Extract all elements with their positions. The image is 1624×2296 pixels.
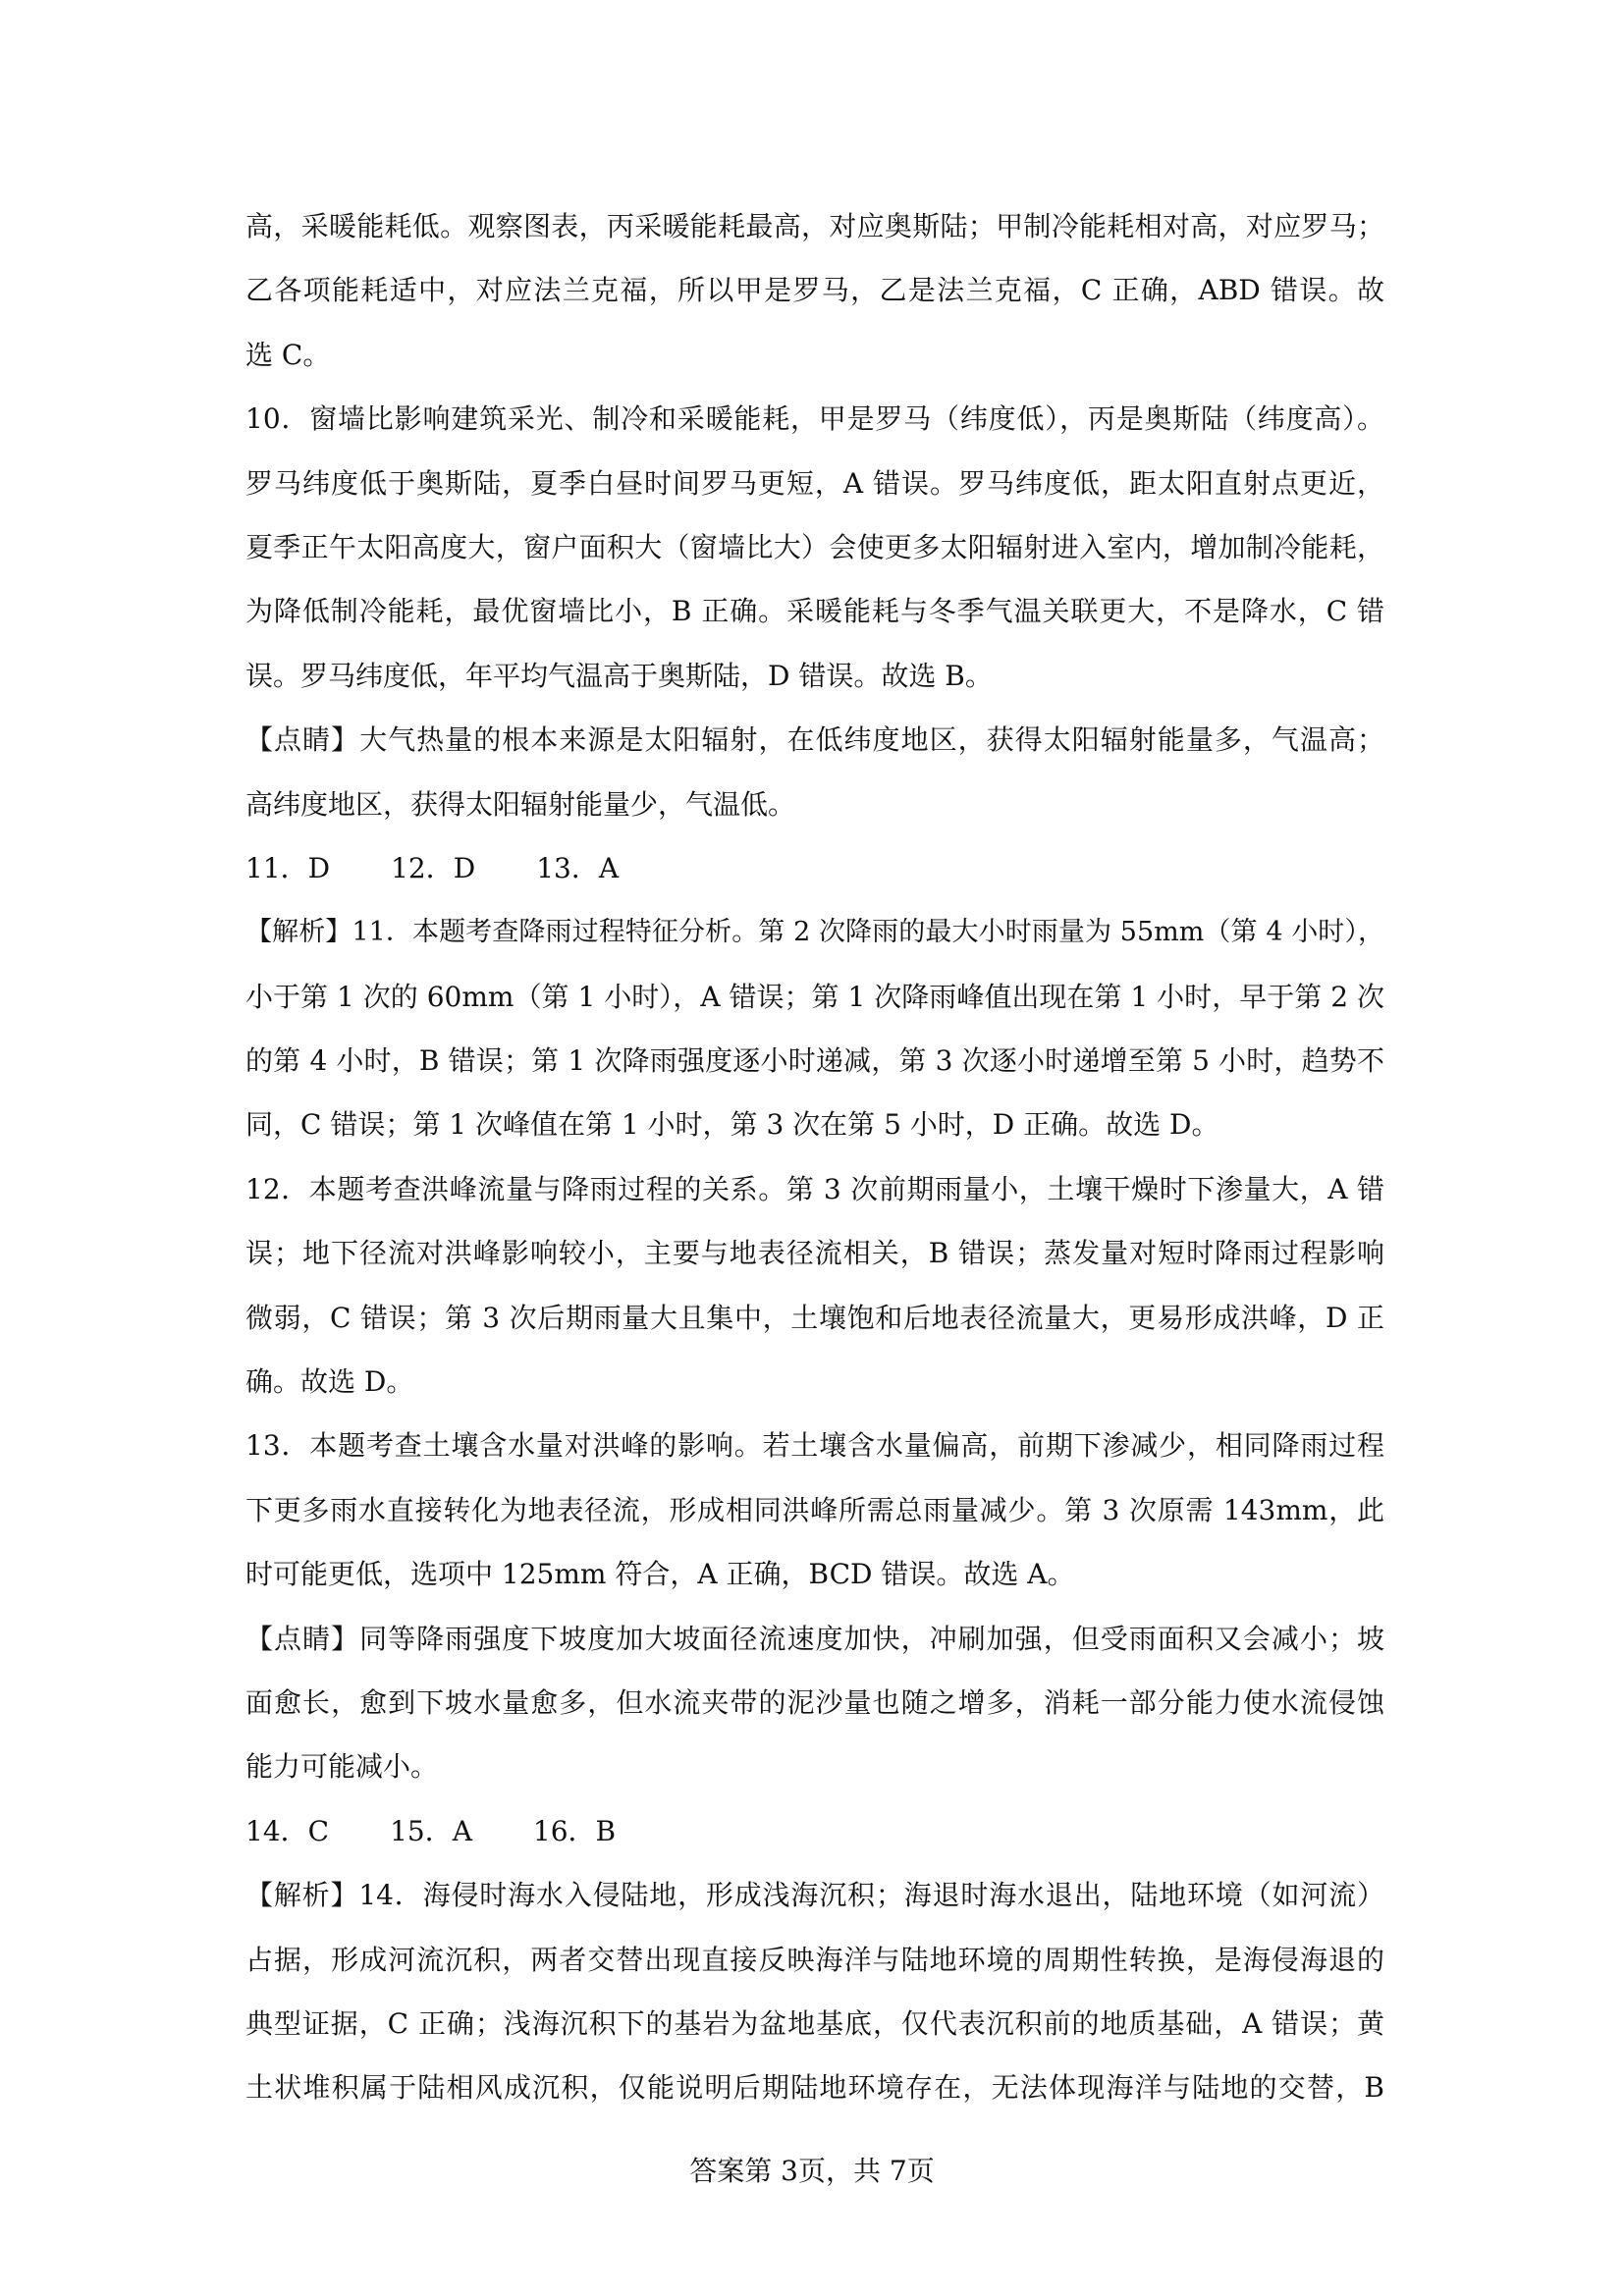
paragraph-line: 面愈长，愈到下坡水量愈多，但水流夹带的泥沙量也随之增多，消耗一部分能力使水流侵蚀 <box>245 1685 1384 1719</box>
answer-12: 12．D <box>391 851 476 884</box>
answer-14: 14．C <box>245 1814 330 1847</box>
paragraph-line: 土状堆积属于陆相风成沉积，仅能说明后期陆地环境存在，无法体现海洋与陆地的交替，B <box>245 2071 1384 2105</box>
paragraph-line: 12．本题考查洪峰流量与降雨过程的关系。第 3 次前期雨量小，土壤干燥时下渗量大，A 错 <box>245 1172 1384 1205</box>
paragraph-line: 【点睛】同等降雨强度下坡度加大坡面径流速度加快，冲刷加强，但受雨面积又会减小；坡 <box>245 1622 1384 1655</box>
answer-13: 13．A <box>536 851 620 884</box>
paragraph-line: 下更多雨水直接转化为地表径流，形成相同洪峰所需总雨量减少。第 3 次原需 143mm，此 <box>245 1493 1384 1526</box>
paragraph-line: 【解析】11．本题考查降雨过程特征分析。第 2 次降雨的最大小时雨量为 55mm（第 4 小时）， <box>245 917 1384 948</box>
paragraph-line: 罗马纬度低于奥斯陆，夏季白昼时间罗马更短，A 错误。罗马纬度低，距太阳直射点更近， <box>245 466 1384 500</box>
paragraph-line: 高纬度地区，获得太阳辐射能量少，气温低。 <box>245 787 796 821</box>
answer-11: 11．D <box>245 851 331 884</box>
paragraph-line: 同，C 错误；第 1 次峰值在第 1 小时，第 3 次在第 5 小时，D 正确。故选 D。 <box>245 1108 1219 1142</box>
paragraph-line: 误。罗马纬度低，年平均气温高于奥斯陆，D 错误。故选 B。 <box>245 659 993 692</box>
answer-row <box>245 1799 1384 1863</box>
paragraph-line: 占据，形成河流沉积，两者交替出现直接反映海洋与陆地环境的周期性转换，是海侵海退的 <box>245 1943 1384 1976</box>
paragraph-line: 夏季正午太阳高度大，窗户面积大（窗墙比大）会使更多太阳辐射进入室内，增加制冷能耗， <box>245 530 1384 563</box>
paragraph-line: 典型证据，C 正确；浅海沉积下的基岩为盆地基底，仅代表沉积前的地质基础，A 错误；黄 <box>245 2006 1384 2040</box>
paragraph-line: 能力可能减小。 <box>245 1750 439 1784</box>
answer-row <box>245 836 1384 900</box>
paragraph-line: 13．本题考查土壤含水量对洪峰的影响。若土壤含水量偏高，前期下渗减少，相同降雨过程 <box>245 1429 1384 1463</box>
page-footer: 答案第 3页，共 7页 <box>689 2155 935 2187</box>
paragraph-line: 确。故选 D。 <box>245 1365 414 1399</box>
paragraph-line: 误；地下径流对洪峰影响较小，主要与地表径流相关，B 错误；蒸发量对短时降雨过程影响 <box>245 1237 1384 1270</box>
answer-16: 16．B <box>532 1814 617 1847</box>
paragraph-line: 选 C。 <box>245 338 331 371</box>
answer-15: 15．A <box>390 1814 472 1847</box>
paragraph-line: 时可能更低，选项中 125mm 符合，A 正确，BCD 错误。故选 A。 <box>245 1558 1075 1591</box>
document-body <box>245 194 1384 2120</box>
paragraph-line: 【点睛】大气热量的根本来源是太阳辐射，在低纬度地区，获得太阳辐射能量多，气温高； <box>245 723 1384 757</box>
paragraph-line: 微弱，C 错误；第 3 次后期雨量大且集中，土壤饱和后地表径流量大，更易形成洪峰，D 正 <box>245 1301 1384 1334</box>
paragraph-line: 10．窗墙比影响建筑采光、制冷和采暖能耗，甲是罗马（纬度低），丙是奥斯陆（纬度高）。 <box>245 402 1384 436</box>
paragraph-line: 高，采暖能耗低。观察图表，丙采暖能耗最高，对应奥斯陆；甲制冷能耗相对高，对应罗马； <box>245 210 1384 242</box>
paragraph-line: 为降低制冷能耗，最优窗墙比小，B 正确。采暖能耗与冬季气温关联更大，不是降水，C 错 <box>245 595 1384 628</box>
paragraph-line: 【解析】14．海侵时海水入侵陆地，形成浅海沉积；海退时海水退出，陆地环境（如河流） <box>245 1879 1384 1912</box>
paragraph-line: 的第 4 小时，B 错误；第 1 次降雨强度逐小时递减，第 3 次逐小时递增至第 5 小时，趋势不 <box>245 1044 1384 1078</box>
paragraph-line: 乙各项能耗适中，对应法兰克福，所以甲是罗马，乙是法兰克福，C 正确，ABD 错误。故 <box>245 274 1384 307</box>
paragraph-line: 小于第 1 次的 60mm（第 1 小时），A 错误；第 1 次降雨峰值出现在第 1 小时，早于第 2 次 <box>245 980 1384 1013</box>
